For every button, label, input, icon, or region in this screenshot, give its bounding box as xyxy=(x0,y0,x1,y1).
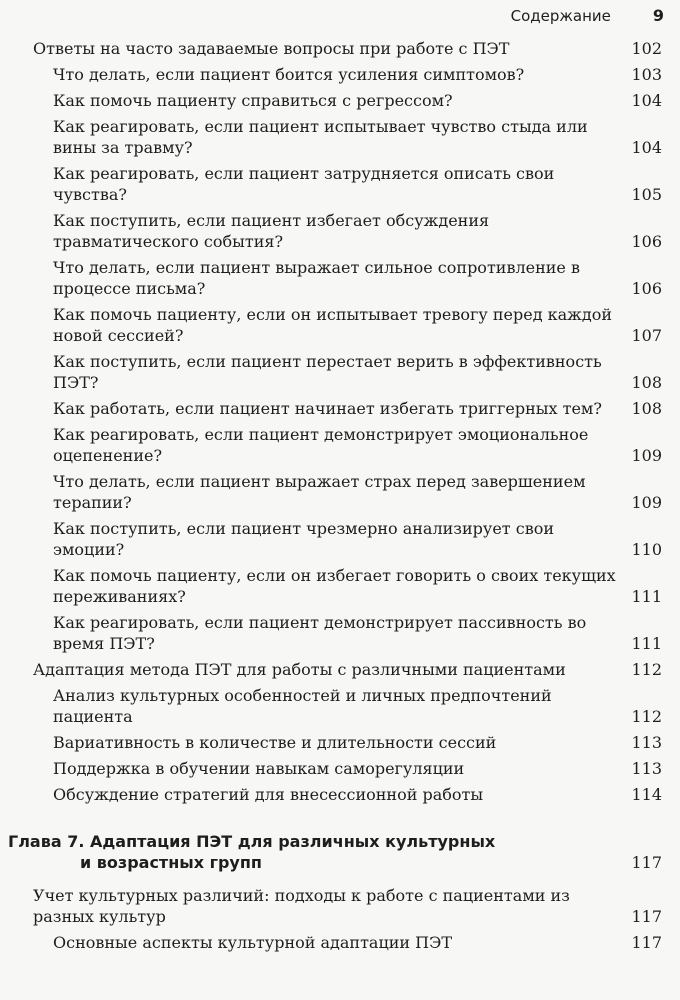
page-header xyxy=(511,6,664,25)
toc-entry[interactable] xyxy=(0,659,680,680)
toc-entry-page: 108 xyxy=(631,399,662,418)
toc-entry[interactable] xyxy=(0,758,680,779)
toc-entry-title: Учет культурных различий: подходы к работе с пациентами из разных культур xyxy=(33,886,570,926)
toc-entry-title: Как помочь пациенту, если он избегает говорить о своих текущих переживаниях? xyxy=(53,566,616,606)
toc-entry[interactable] xyxy=(0,38,680,59)
toc-entry-title: Основные аспекты культурной адаптации ПЭТ xyxy=(53,933,453,952)
page-number: 9 xyxy=(652,6,664,25)
toc-entry-title: Как помочь пациенту, если он испытывает тревогу перед каждой новой сессией? xyxy=(53,305,613,345)
toc-entry-title: Как помочь пациенту справиться с регрессом? xyxy=(53,91,453,110)
toc-entry-page: 104 xyxy=(631,91,662,110)
toc-entry-title: Адаптация метода ПЭТ для работы с различными пациентами xyxy=(33,660,566,679)
toc-entry[interactable] xyxy=(0,784,680,805)
chapter-title-line2: и возрастных групп xyxy=(80,853,262,872)
toc-entry[interactable] xyxy=(0,732,680,753)
toc-entry[interactable] xyxy=(0,612,680,654)
toc-entry-title: Что делать, если пациент выражает сильное сопротивление в процессе письма? xyxy=(53,258,580,298)
toc-entry-page: 109 xyxy=(631,493,662,512)
toc-entry-title: Поддержка в обучении навыкам саморегуляции xyxy=(53,759,465,778)
toc-entry-page: 117 xyxy=(631,907,662,926)
toc-entry[interactable] xyxy=(0,210,680,252)
toc-entry[interactable] xyxy=(0,304,680,346)
toc-entry[interactable] xyxy=(0,885,680,927)
toc-entry-page: 110 xyxy=(631,540,662,559)
toc-entry-page: 107 xyxy=(631,326,662,345)
toc-entry[interactable] xyxy=(0,351,680,393)
toc-entry[interactable] xyxy=(0,398,680,419)
toc-entry[interactable] xyxy=(0,685,680,727)
toc-entry-page: 106 xyxy=(631,279,662,298)
toc-entry-page: 109 xyxy=(631,446,662,465)
toc-entry-title: Как реагировать, если пациент испытывает чувство стыда или вины за травму? xyxy=(53,117,588,157)
toc-entry-title: Как реагировать, если пациент затрудняется описать свои чувства? xyxy=(53,164,555,204)
toc-entry-title: Анализ культурных особенностей и личных предпочтений пациента xyxy=(53,686,552,726)
toc-entry-title: Что делать, если пациент выражает страх перед завершением терапии? xyxy=(53,472,586,512)
toc-list-section-7 xyxy=(0,885,680,953)
toc-entry-page: 117 xyxy=(631,933,662,952)
toc-entry-page: 113 xyxy=(631,733,662,752)
toc-list-section-6 xyxy=(0,38,680,805)
toc-entry-title: Ответы на часто задаваемые вопросы при работе с ПЭТ xyxy=(33,39,510,58)
toc-entry[interactable] xyxy=(0,424,680,466)
toc-entry-page: 105 xyxy=(631,185,662,204)
table-of-contents xyxy=(0,38,680,958)
toc-entry-title: Что делать, если пациент боится усиления симптомов? xyxy=(53,65,525,84)
toc-entry[interactable] xyxy=(0,471,680,513)
toc-entry-title: Как поступить, если пациент перестает верить в эффективность ПЭТ? xyxy=(53,352,602,392)
toc-entry-title: Как реагировать, если пациент демонстрирует пассивность во время ПЭТ? xyxy=(53,613,587,653)
toc-entry[interactable] xyxy=(0,518,680,560)
toc-entry[interactable] xyxy=(0,257,680,299)
toc-entry-page: 111 xyxy=(631,634,662,653)
toc-entry-page: 112 xyxy=(631,660,662,679)
chapter-title-line1: Глава 7. Адаптация ПЭТ для различных культурных xyxy=(8,832,496,851)
toc-entry[interactable] xyxy=(0,64,680,85)
toc-entry-page: 111 xyxy=(631,587,662,606)
toc-entry-page: 112 xyxy=(631,707,662,726)
toc-entry-title: Как работать, если пациент начинает избегать триггерных тем? xyxy=(53,399,602,418)
chapter-title xyxy=(8,831,620,873)
toc-entry[interactable] xyxy=(0,116,680,158)
toc-entry-title: Вариативность в количестве и длительности сессий xyxy=(53,733,497,752)
toc-entry-page: 106 xyxy=(631,232,662,251)
toc-entry[interactable] xyxy=(0,163,680,205)
toc-chapter-7[interactable] xyxy=(0,831,680,873)
toc-entry-title: Обсуждение стратегий для внесессионной работы xyxy=(53,785,484,804)
toc-entry-page: 104 xyxy=(631,138,662,157)
toc-entry-title: Как поступить, если пациент чрезмерно анализирует свои эмоции? xyxy=(53,519,555,559)
toc-entry-page: 103 xyxy=(631,65,662,84)
toc-entry[interactable] xyxy=(0,90,680,111)
toc-entry-page: 114 xyxy=(631,785,662,804)
toc-entry-page: 102 xyxy=(631,39,662,58)
chapter-page-number: 117 xyxy=(631,853,662,872)
toc-entry-page: 113 xyxy=(631,759,662,778)
toc-entry[interactable] xyxy=(0,565,680,607)
toc-entry-title: Как поступить, если пациент избегает обсуждения травматического события? xyxy=(53,211,490,251)
section-title: Содержание xyxy=(510,7,611,25)
toc-entry-page: 108 xyxy=(631,373,662,392)
toc-entry-title: Как реагировать, если пациент демонстрирует эмоциональное оцепенение? xyxy=(53,425,589,465)
toc-entry[interactable] xyxy=(0,932,680,953)
